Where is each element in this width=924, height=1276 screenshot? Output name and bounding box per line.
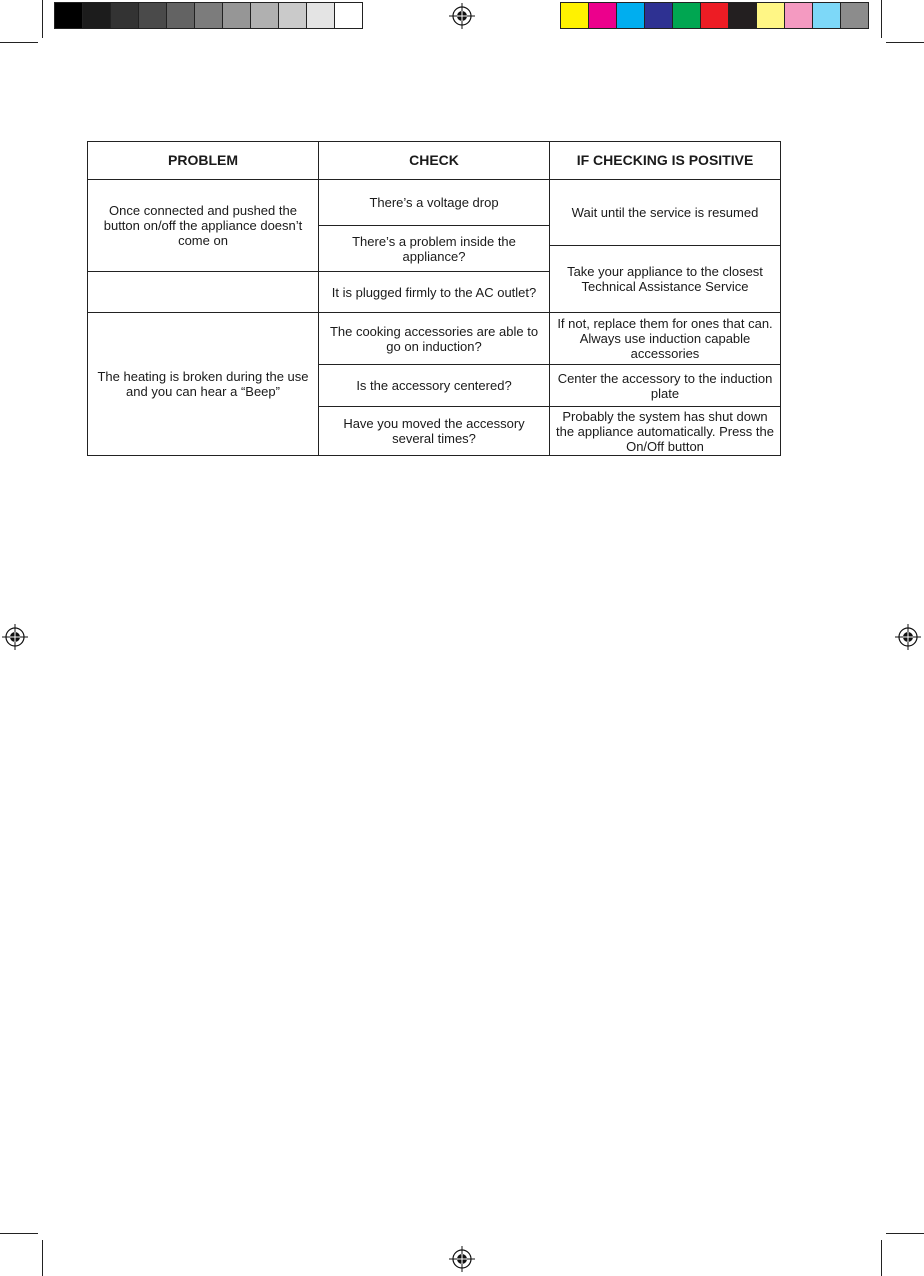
gray-swatch: [307, 3, 335, 28]
header-if-positive: IF CHECKING IS POSITIVE: [550, 142, 781, 180]
problem-cell: The heating is broken during the use and you can hear a “Beep”: [88, 313, 319, 456]
table-row: [88, 313, 781, 365]
check-cell: It is plugged firmly to the AC outlet?: [319, 272, 550, 313]
crop-mark-bottom-right-v: [881, 1240, 882, 1276]
crop-mark-bottom-left-v: [42, 1240, 43, 1276]
color-swatch: [785, 3, 813, 28]
gray-swatch: [251, 3, 279, 28]
gray-swatch: [335, 3, 362, 28]
problem-cell: Once connected and pushed the button on/off the appliance doesn’t come on: [88, 180, 319, 272]
check-cell: Is the accessory centered?: [319, 365, 550, 407]
color-swatch: [561, 3, 589, 28]
color-swatch: [813, 3, 841, 28]
gray-swatch: [223, 3, 251, 28]
grayscale-calibration-bar: [54, 2, 363, 29]
gray-swatch: [167, 3, 195, 28]
header-problem: PROBLEM: [88, 142, 319, 180]
color-calibration-bar: [560, 2, 869, 29]
gray-swatch: [55, 3, 83, 28]
color-swatch: [701, 3, 729, 28]
table-header-row: [88, 142, 781, 180]
color-swatch: [617, 3, 645, 28]
check-cell: The cooking accessories are able to go on induction?: [319, 313, 550, 365]
header-check: CHECK: [319, 142, 550, 180]
positive-cell: Center the accessory to the induction plate: [550, 365, 781, 407]
positive-cell: If not, replace them for ones that can. Always use induction capable accessories: [550, 313, 781, 365]
registration-mark-icon: [449, 3, 475, 29]
check-cell: There’s a voltage drop: [319, 180, 550, 226]
problem-continued-cell: [88, 272, 319, 313]
gray-swatch: [195, 3, 223, 28]
color-swatch: [757, 3, 785, 28]
gray-swatch: [111, 3, 139, 28]
crop-mark-bottom-right-h: [886, 1233, 924, 1234]
registration-mark-icon: [2, 624, 28, 650]
color-swatch: [645, 3, 673, 28]
crop-mark-top-left-v: [42, 0, 43, 38]
crop-mark-top-right-h: [886, 42, 924, 43]
positive-cell: Wait until the service is resumed: [550, 180, 781, 246]
gray-swatch: [279, 3, 307, 28]
table-row: [88, 180, 781, 226]
crop-mark-top-left-h: [0, 42, 38, 43]
crop-mark-bottom-left-h: [0, 1233, 38, 1234]
crop-mark-top-right-v: [881, 0, 882, 38]
positive-cell: Probably the system has shut down the appliance automatically. Press the On/Off button: [550, 407, 781, 456]
color-swatch: [673, 3, 701, 28]
troubleshooting-table: [87, 141, 781, 456]
color-swatch: [841, 3, 868, 28]
positive-cell: Take your appliance to the closest Technical Assistance Service: [550, 246, 781, 313]
check-cell: There’s a problem inside the appliance?: [319, 226, 550, 272]
registration-mark-icon: [449, 1246, 475, 1272]
registration-mark-icon: [895, 624, 921, 650]
check-cell: Have you moved the accessory several times?: [319, 407, 550, 456]
gray-swatch: [83, 3, 111, 28]
gray-swatch: [139, 3, 167, 28]
color-swatch: [729, 3, 757, 28]
color-swatch: [589, 3, 617, 28]
